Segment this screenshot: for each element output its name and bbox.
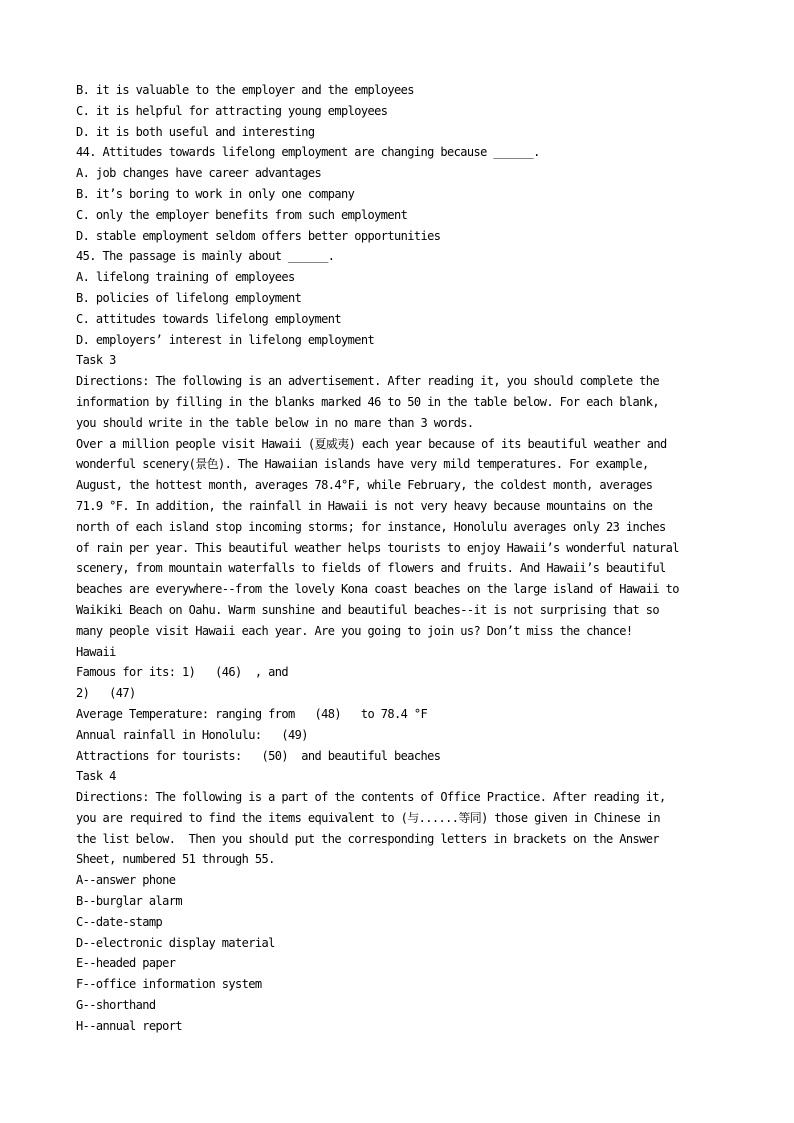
hawaii-passage-line: wonderful scenery(景色). The Hawaiian islands have very mild temperatures. For example, [76,457,649,472]
option-44c: C. only the employer benefits from such employment [76,207,408,222]
list-item-f: F--office information system [76,977,262,992]
list-item-c: C--date-stamp [76,914,163,929]
hawaii-passage-line: scenery, from mountain waterfalls to fields of flowers and fruits. And Hawaii’s beautiful [76,561,666,576]
option-45a: A. lifelong training of employees [76,270,295,285]
hawaii-passage-line: of rain per year. This beautiful weather helps tourists to enjoy Hawaii’s wonderful natural [76,540,679,555]
table-row-attractions: Attractions for tourists: (50) and beautiful beaches [76,748,441,763]
hawaii-passage-line: north of each island stop incoming storms; for instance, Honolulu averages only 23 inches [76,519,666,534]
hawaii-passage-line: August, the hottest month, averages 78.4°F, while February, the coldest month, averages [76,478,653,493]
table-row-annual-rainfall: Annual rainfall in Honolulu: (49) [76,727,308,742]
task-4-heading: Task 4 [76,769,116,784]
option-45d: D. employers’ interest in lifelong employment [76,332,375,347]
hawaii-passage-line: 71.9 °F. In addition, the rainfall in Hawaii is not very heavy because mountains on the [76,498,653,513]
option-44d: D. stable employment seldom offers better opportunities [76,228,441,243]
task-4-directions-line: Sheet, numbered 51 through 55. [76,852,275,867]
document-page [76,80,726,1037]
list-item-h: H--annual report [76,1018,182,1033]
table-row-famous-for-2: 2) (47) [76,686,136,701]
list-item-d: D--electronic display material [76,935,275,950]
hawaii-passage-line: Over a million people visit Hawaii (夏威夷) each year because of its beautiful weather and [76,436,667,451]
hawaii-passage-line: Waikiki Beach on Oahu. Warm sunshine and beautiful beaches--it is not surprising that so [76,602,659,617]
option-43c: C. it is helpful for attracting young employees [76,103,388,118]
table-title: Hawaii [76,644,116,659]
list-item-g: G--shorthand [76,998,156,1013]
task-4-directions-line: you are required to find the items equivalent to (与......等同) those given in Chinese in [76,810,661,825]
option-45b: B. policies of lifelong employment [76,290,302,305]
task-3-directions-line: Directions: The following is an advertisement. After reading it, you should complete the [76,374,659,389]
option-44a: A. job changes have career advantages [76,166,322,181]
hawaii-passage-line: many people visit Hawaii each year. Are you going to join us? Don’t miss the chance! [76,623,633,638]
option-45c: C. attitudes towards lifelong employment [76,311,341,326]
table-row-famous-for: Famous for its: 1) (46) , and [76,665,288,680]
table-row-average-temperature: Average Temperature: ranging from (48) to 78.4 °F [76,706,428,721]
task-4-directions-line: the list below. Then you should put the corresponding letters in brackets on the Answer [76,831,659,846]
option-44b: B. it’s boring to work in only one company [76,186,355,201]
task-3-directions-line: you should write in the table below in no mare than 3 words. [76,415,474,430]
option-43b: B. it is valuable to the employer and the employees [76,83,414,97]
list-item-e: E--headed paper [76,956,176,971]
hawaii-passage-line: beaches are everywhere--from the lovely Kona coast beaches on the large island of Hawaii to [76,582,679,597]
task-3-heading: Task 3 [76,353,116,368]
question-45: 45. The passage is mainly about ______. [76,249,335,264]
question-44: 44. Attitudes towards lifelong employment are changing because ______. [76,145,540,160]
list-item-b: B--burglar alarm [76,894,182,909]
option-43d: D. it is both useful and interesting [76,124,315,139]
task-3-directions-line: information by filling in the blanks marked 46 to 50 in the table below. For each blank, [76,394,659,409]
task-4-directions-line: Directions: The following is a part of the contents of Office Practice. After reading it, [76,790,666,805]
list-item-a: A--answer phone [76,873,176,888]
